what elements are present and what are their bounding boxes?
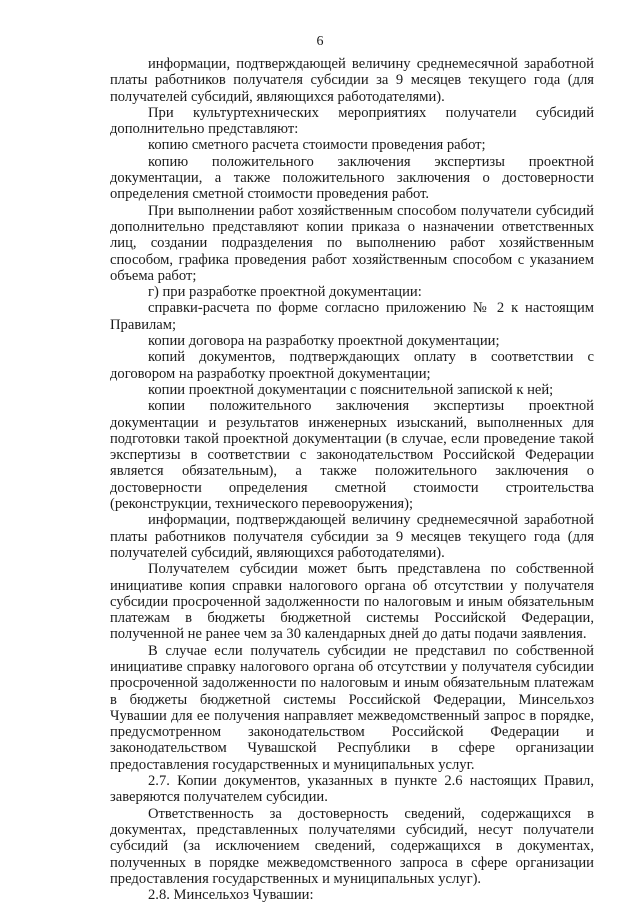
- paragraph: копию сметного расчета стоимости проведения работ;: [148, 137, 486, 154]
- paragraph: г) при разработке проектной документации:: [148, 284, 422, 301]
- paragraph: копии проектной документации с пояснительной запиской к ней;: [148, 381, 554, 398]
- paragraph: копию положительного заключения экспертизы проектной документации, а также положительного заключения о достоверности определения сметной стоимости проведения работ.: [110, 153, 594, 203]
- paragraph: копий документов, подтверждающих оплату в соответствии с договором на разработку проектной документации;: [110, 349, 594, 382]
- paragraph: информации, подтверждающей величину среднемесячной заработной платы работников получателя субсидии за 9 месяцев текущего года (для получателей субсидий, являющихся работодателями).: [110, 512, 594, 561]
- document-body: [110, 56, 594, 903]
- paragraph: 2.7. Копии документов, указанных в пункте 2.6 настоящих Правил, заверяются получателем субсидии.: [110, 773, 594, 806]
- paragraph: При культуртехнических мероприятиях получатели субсидий дополнительно представляют:: [110, 104, 594, 138]
- paragraph: В случае если получатель субсидии не представил по собственной инициативе справку налогового органа об отсутствии у получателя субсидии просроченной задолженности по налоговым и иным обязательным платежам в бюджеты бюджетной системы Российской Федерации, Минсельхоз Чувашии для ее получения направляет межведомственный запрос в порядке, предусмотренном законодательством Российской Федерации и законодательством Чувашской Республики в сфере организации предоставления государственных и муниципальных услуг.: [110, 642, 594, 773]
- paragraph: 2.8. Минсельхоз Чувашии:: [148, 887, 314, 904]
- page-number: 6: [316, 34, 324, 49]
- paragraph: справки-расчета по форме согласно приложению № 2 к настоящим Правилам;: [110, 300, 594, 333]
- paragraph: копии договора на разработку проектной документации;: [148, 333, 500, 350]
- paragraph: При выполнении работ хозяйственным способом получатели субсидий дополнительно представляют копии приказа о назначении ответственных лиц, создании подразделения по выполнению работ хозяйственным способом, графика проведения работ хозяйственным способом с указанием объема работ;: [110, 202, 594, 284]
- paragraph: Получателем субсидии может быть представлена по собственной инициативе копия справки налогового органа об отсутствии у получателя субсидии просроченной задолженности по налоговым и иным обязательным платежам в бюджеты бюджетной системы Российской Федерации, полученной не ранее чем за 30 календарных дней до даты подачи заявления.: [110, 561, 594, 643]
- paragraph: информации, подтверждающей величину среднемесячной заработной платы работников получателя субсидии за 9 месяцев текущего года (для получателей субсидий, являющихся работодателями).: [110, 56, 594, 105]
- paragraph: копии положительного заключения экспертизы проектной документации и результатов инженерных изысканий, выполненных для подготовки такой проектной документации (в случае, если проведение такой экспертизы в соответствии с законодательством Российской Федерации является обязательным), а также положительного заключения о достоверности определения сметной стоимости строительства (реконструкции, технического перевооружения);: [110, 398, 594, 513]
- paragraph: Ответственность за достоверность сведений, содержащихся в документах, представленных получателями субсидий, несут получатели субсидий (за исключением сведений, содержащихся в документах, полученных в порядке межведомственного запроса в сфере организации предоставления государственных и муниципальных услуг).: [110, 805, 594, 887]
